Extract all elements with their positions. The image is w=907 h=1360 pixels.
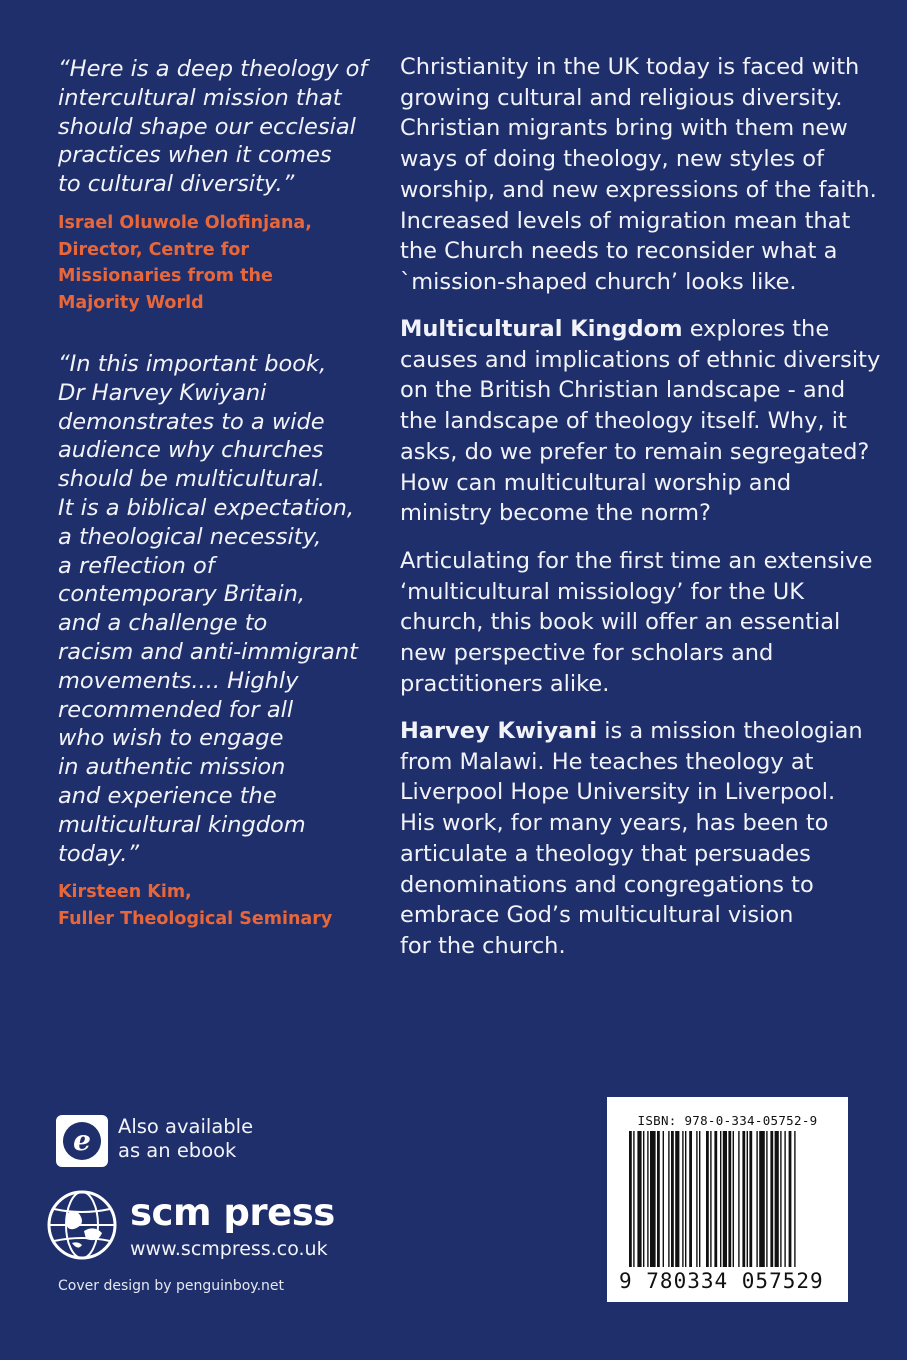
ebook-e-icon xyxy=(56,1115,108,1167)
quote-line: who wish to engage xyxy=(58,725,284,752)
quote-line: recommended for all xyxy=(58,696,294,723)
quote-line: practices when it comes xyxy=(58,142,332,169)
blurb-line: on the British Christian landscape - and xyxy=(400,377,846,404)
blurb-line: for the church. xyxy=(400,932,566,959)
barcode-bar xyxy=(710,1131,711,1267)
barcode-bar xyxy=(650,1131,656,1267)
quote-line: Dr Harvey Kwiyani xyxy=(58,379,267,406)
quote-line: intercultural mission that xyxy=(58,84,342,111)
barcode-bar xyxy=(699,1131,700,1267)
quote-line: contemporary Britain, xyxy=(58,581,305,608)
barcode-bar xyxy=(629,1131,632,1267)
quote-line: demonstrates to a wide xyxy=(58,408,325,435)
barcode-bar xyxy=(738,1131,739,1267)
blurb-line: Increased levels of migration mean that xyxy=(400,207,851,234)
barcode-bar xyxy=(706,1131,709,1267)
ebook-notice xyxy=(56,1115,253,1167)
blurb-line: ‘multicultural missiology’ for the UK xyxy=(400,578,805,605)
blurb-text: explores the xyxy=(682,316,830,342)
barcode-bar xyxy=(643,1131,644,1267)
blurb-line: ways of doing theology, new styles of xyxy=(400,146,824,173)
endorsement-attribution-1 xyxy=(58,210,358,316)
barcode-bar xyxy=(723,1131,727,1267)
quote-line: to cultural diversity.” xyxy=(58,171,295,198)
blurb-line: embrace God’s multicultural vision xyxy=(400,902,794,929)
blurb-line: causes and implications of ethnic diversity xyxy=(400,346,881,373)
barcode-bar xyxy=(775,1131,779,1267)
publisher-url[interactable]: www.scmpress.co.uk xyxy=(130,1238,328,1260)
barcode-bar xyxy=(749,1131,752,1267)
barcode-bar xyxy=(720,1131,721,1267)
blurb-line xyxy=(400,716,863,747)
blurb-line: Christianity in the UK today is faced with xyxy=(400,54,860,80)
endorsement-attribution-2 xyxy=(58,879,358,932)
quote-line: movements.... Highly xyxy=(58,667,299,694)
blurb-paragraph-3 xyxy=(400,546,873,700)
attribution-line: Majority World xyxy=(58,292,204,313)
ebook-line-1: Also available xyxy=(118,1115,254,1138)
barcode-bar xyxy=(742,1131,745,1267)
attribution-line: Missionaries from the xyxy=(58,266,273,286)
barcode-bar xyxy=(633,1131,634,1267)
barcode-bars xyxy=(629,1131,829,1273)
blurb-line: new perspective for scholars and xyxy=(400,640,774,667)
cover-design-credit: Cover design by penguinboy.net xyxy=(58,1278,285,1294)
blurb-line: from Malawi. He teaches theology at xyxy=(400,748,814,775)
blurb-line: `mission-shaped church’ looks like. xyxy=(400,268,797,295)
endorsement-quote-2 xyxy=(58,350,358,868)
barcode-bar xyxy=(759,1131,765,1267)
blurb-line: asks, do we prefer to remain segregated? xyxy=(400,438,870,465)
ean-digits: 9 780334 057529 xyxy=(619,1269,824,1293)
barcode-bar xyxy=(675,1131,679,1267)
blurb-line xyxy=(400,314,860,345)
quote-line: audience why churches xyxy=(58,437,324,464)
barcode-bar xyxy=(780,1131,781,1267)
blurb-paragraph-4 xyxy=(400,716,863,962)
svg-text:e: e xyxy=(73,1124,91,1157)
barcode-bar xyxy=(747,1131,748,1267)
blurb-line: Articulating for the first time an extensive xyxy=(400,548,873,574)
quote-line: and a challenge to xyxy=(58,610,268,637)
blurb-line: Christian migrants bring with them new xyxy=(400,115,848,142)
quote-line: It is a biblical expectation, xyxy=(58,494,355,521)
author-name: Harvey Kwiyani xyxy=(400,718,598,744)
attribution-line: Director, Centre for xyxy=(58,239,249,260)
attribution-line: Fuller Theological Seminary xyxy=(58,908,333,929)
attribution-line: Kirsteen Kim, xyxy=(58,882,192,902)
barcode-bar xyxy=(663,1131,664,1267)
quote-line: “Here is a deep theology of xyxy=(58,56,368,82)
blurb-line: Liverpool Hope University in Liverpool. xyxy=(400,779,836,806)
blurb-line: articulate a theology that persuades xyxy=(400,840,811,867)
quote-line: today.” xyxy=(58,840,140,867)
endorsement-quote-1 xyxy=(58,55,368,199)
barcode-bar xyxy=(657,1131,660,1267)
barcode-bar xyxy=(696,1131,697,1267)
barcode-bar xyxy=(689,1131,692,1267)
quote-line: a reflection of xyxy=(58,552,215,579)
blurb-line: denominations and congregations to xyxy=(400,871,814,898)
barcode-bar xyxy=(714,1131,717,1267)
blurb-line: practitioners alike. xyxy=(400,670,610,697)
quote-line: “In this important book, xyxy=(58,351,327,377)
blurb-line: ministry become the norm? xyxy=(400,500,711,527)
quote-line: should be multicultural. xyxy=(58,466,325,493)
blurb-line: worship, and new expressions of the faith. xyxy=(400,176,877,203)
barcode-bar xyxy=(728,1131,731,1267)
quote-line: and experience the xyxy=(58,782,277,809)
barcode-bar xyxy=(682,1131,683,1267)
ebook-line-2: as an ebook xyxy=(118,1139,237,1162)
quote-line: should shape our ecclesial xyxy=(58,113,356,140)
barcode-bar xyxy=(766,1131,767,1267)
blurb-line: the landscape of theology itself. Why, it xyxy=(400,408,847,435)
barcode-bar xyxy=(685,1131,686,1267)
barcode-bar xyxy=(668,1131,669,1267)
blurb-paragraph-1 xyxy=(400,52,877,298)
blurb-line: How can multicultural worship and xyxy=(400,469,792,496)
quote-line: a theological necessity, xyxy=(58,523,322,550)
isbn-label: ISBN: 978-0-334-05752-9 xyxy=(637,1113,818,1128)
quote-line: racism and anti-immigrant xyxy=(58,638,358,665)
barcode-bar xyxy=(789,1131,792,1267)
barcode-bar xyxy=(637,1131,641,1267)
quote-line: in authentic mission xyxy=(58,754,286,781)
quote-line: multicultural kingdom xyxy=(58,811,306,838)
globe-logo-icon xyxy=(44,1185,120,1269)
barcode-bar xyxy=(647,1131,648,1267)
barcode-bar xyxy=(733,1131,734,1267)
blurb-line: the Church needs to reconsider what a xyxy=(400,238,838,265)
blurb-line: growing cultural and religious diversity. xyxy=(400,84,843,111)
book-title: Multicultural Kingdom xyxy=(400,316,683,342)
attribution-line: Israel Oluwole Olofinjana, xyxy=(58,213,312,233)
barcode-bar xyxy=(784,1131,785,1267)
publisher-block xyxy=(44,1185,335,1269)
barcode-bar xyxy=(756,1131,757,1267)
blurb-paragraph-2 xyxy=(400,314,881,529)
barcode-bar xyxy=(671,1131,674,1267)
barcode-bar xyxy=(794,1131,795,1267)
blurb-line: His work, for many years, has been to xyxy=(400,810,829,837)
blurb-text: is a mission theologian xyxy=(597,718,863,744)
publisher-name: scm press xyxy=(130,1191,335,1234)
barcode-bar xyxy=(770,1131,773,1267)
blurb-line: church, this book will offer an essential xyxy=(400,609,841,636)
isbn-barcode xyxy=(607,1097,848,1302)
